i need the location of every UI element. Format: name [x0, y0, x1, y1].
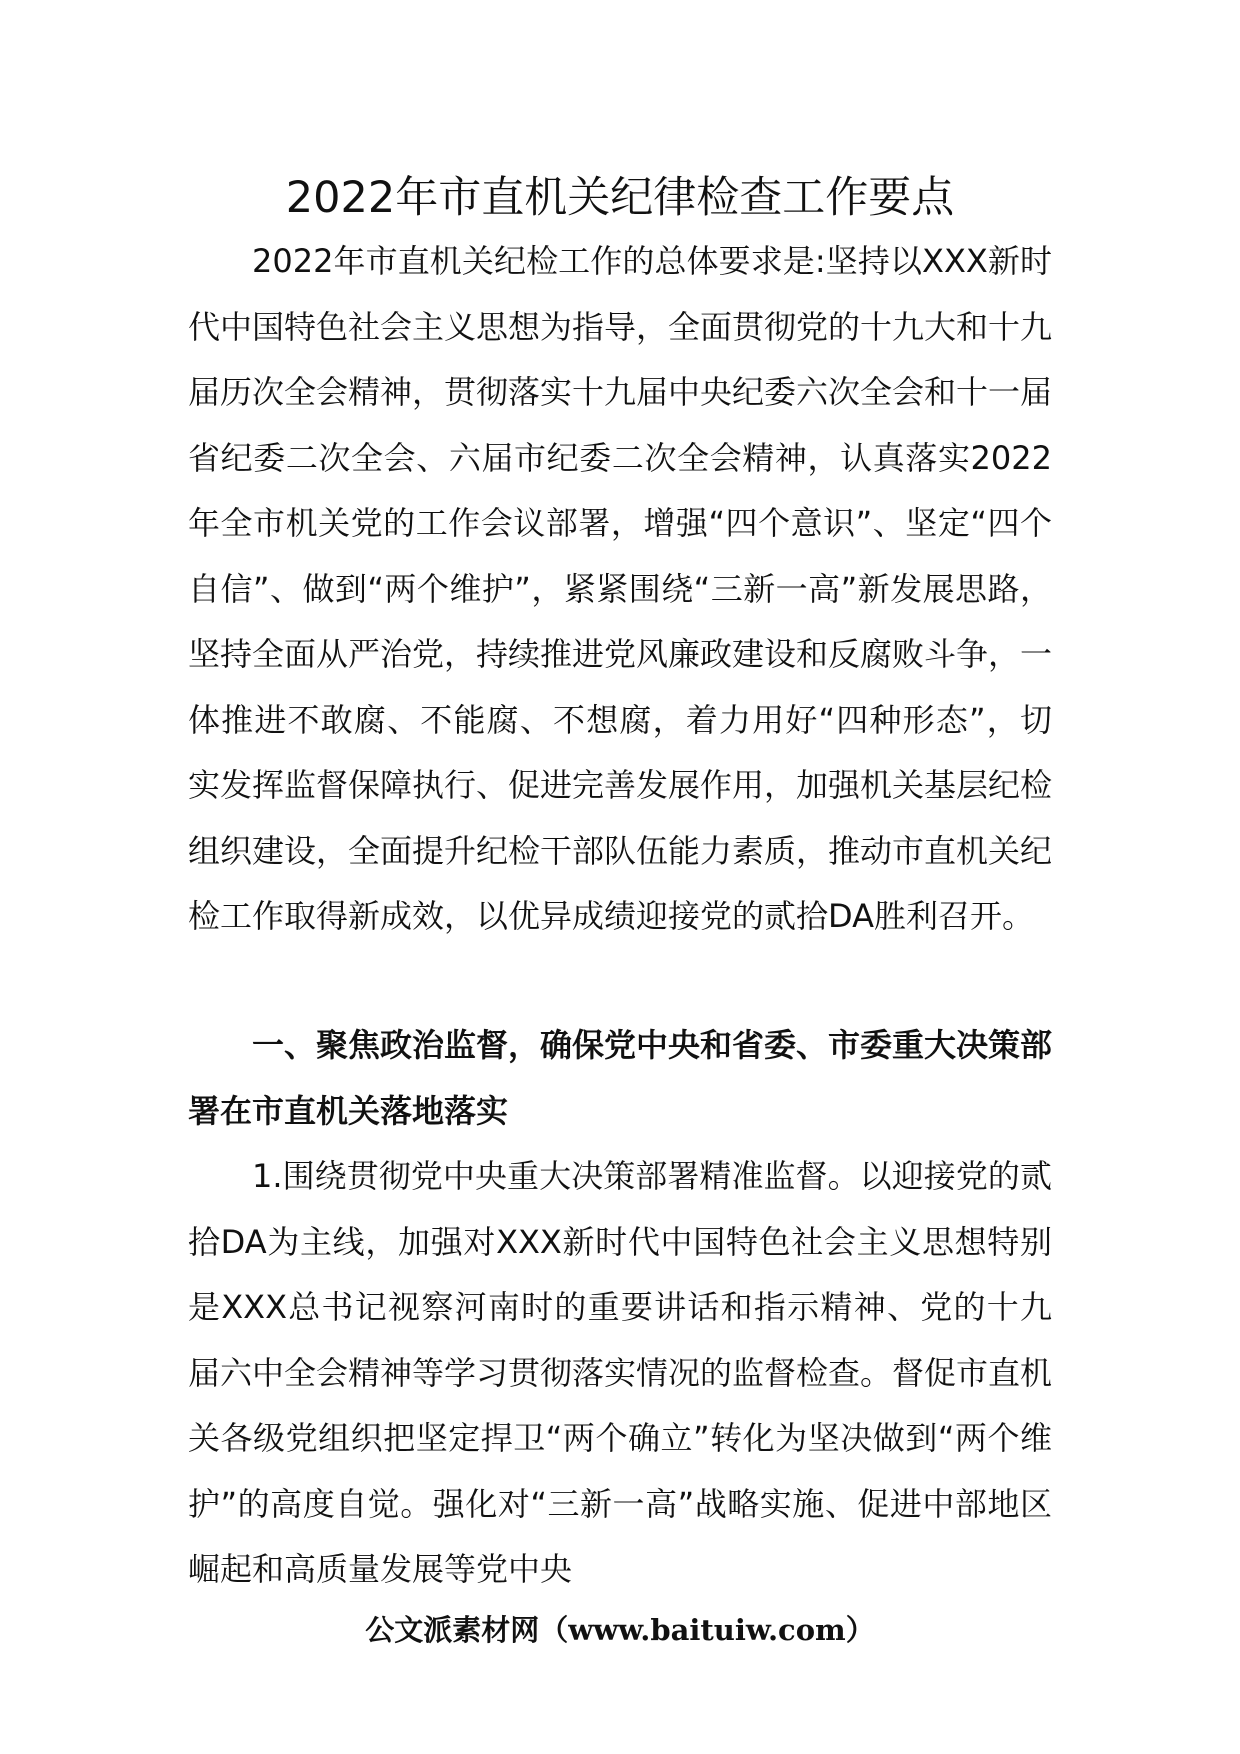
footer-watermark: 公文派素材网（www.baituiw.com）	[365, 1613, 875, 1647]
intro-paragraph: 2022年市直机关纪检工作的总体要求是:坚持以XXX新时代中国特色社会主义思想为指导，全面贯彻党的十九大和十九届历次全会精神，贯彻落实十九届中央纪委六次全会和十一届省纪委二次全会、六届市纪委二次全会精神，认真落实2022年全市机关党的工作会议部署，增强“四个意识”、坚定“四个自信”、做到“两个维护”，紧紧围绕“三新一高”新发展思路，坚持全面从严治党，持续推进党风廉政建设和反腐败斗争，一体推进不敢腐、不能腐、不想腐，着力用好“四种形态”，切实发挥监督保障执行、促进完善发展作用，加强机关基层纪检组织建设，全面提升纪检干部队伍能力素质，推动市直机关纪检工作取得新成效，以优异成绩迎接党的贰拾DA胜利召开。	[188, 242, 1053, 935]
item-paragraph-1: 1.围绕贯彻党中央重大决策部署精准监督。以迎接党的贰拾DA为主线，加强对XXX新时代中国特色社会主义思想特别是XXX总书记视察河南时的重要讲话和指示精神、党的十九届六中全会精神等学习贯彻落实情况的监督检查。督促市直机关各级党组织把坚定捍卫“两个确立”转化为坚决做到“两个维护”的高度自觉。强化对“三新一高”战略实施、促进中部地区崛起和高质量发展等党中央	[188, 1157, 1053, 1588]
document-title: 2022年市直机关纪律检查工作要点	[285, 173, 955, 223]
section-heading-1: 一、聚焦政治监督，确保党中央和省委、市委重大决策部署在市直机关落地落实	[188, 1026, 1053, 1130]
